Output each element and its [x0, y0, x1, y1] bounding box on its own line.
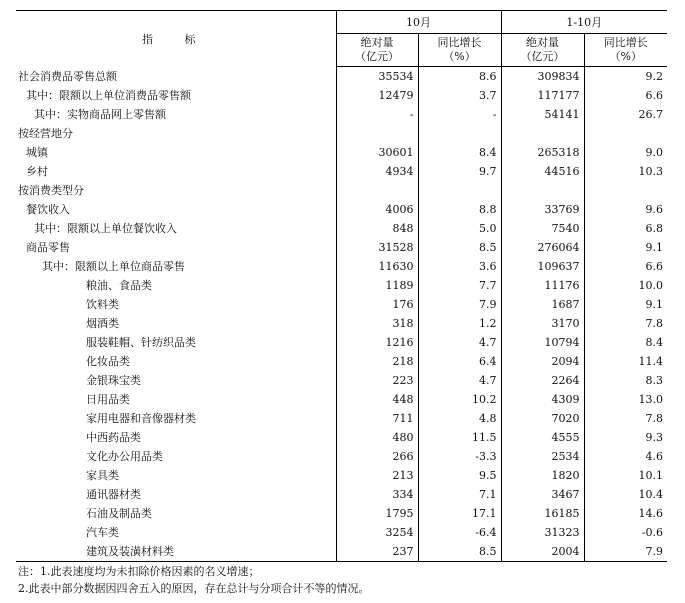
table-row	[16, 447, 667, 466]
ytd-abs-cell: 117177	[501, 86, 584, 105]
ytd-yoy-cell: 7.8	[645, 412, 663, 425]
ytd-yoy-cell: -0.6	[641, 526, 663, 539]
table-row	[16, 409, 667, 428]
ytd-abs-header: 绝对量 （亿元）	[501, 34, 584, 67]
ytd-yoy-cell: 10.1	[638, 469, 663, 482]
table-row	[16, 485, 667, 504]
ytd-yoy-cell: 9.0	[645, 146, 663, 159]
table-row	[16, 181, 667, 200]
row-label: 粮油、食品类	[16, 276, 336, 295]
oct-abs-cell: 4006	[336, 200, 418, 219]
table-row	[16, 67, 667, 87]
ytd-abs-cell: 7020	[501, 409, 584, 428]
ytd-abs-cell: 309834	[501, 67, 584, 87]
oct-yoy-cell: -	[418, 105, 501, 124]
table-row	[16, 86, 667, 105]
table-row	[16, 162, 667, 181]
oct-yoy-cell: -3.3	[418, 447, 501, 466]
table-row	[16, 105, 667, 124]
oct-yoy-cell: 9.5	[418, 466, 501, 485]
table-row	[16, 333, 667, 352]
row-label: 城镇	[16, 143, 336, 162]
table-row	[16, 314, 667, 333]
ytd-yoy-cell: 4.6	[645, 450, 663, 463]
oct-yoy-cell: 5.0	[418, 219, 501, 238]
table-row	[16, 371, 667, 390]
oct-abs-cell: 1795	[336, 504, 418, 523]
oct-abs-cell: 3254	[336, 523, 418, 542]
table-row	[16, 466, 667, 485]
october-group-header: 10月	[336, 11, 501, 34]
oct-yoy-cell: 8.8	[418, 200, 501, 219]
ytd-abs-cell	[501, 124, 584, 143]
ytd-abs-cell: 4309	[501, 390, 584, 409]
oct-abs-cell: 848	[336, 219, 418, 238]
oct-abs-cell: -	[336, 105, 418, 124]
table-row	[16, 124, 667, 143]
ytd-abs-cell: 16185	[501, 504, 584, 523]
oct-abs-cell: 480	[336, 428, 418, 447]
oct-abs-cell: 266	[336, 447, 418, 466]
oct-yoy-cell: 3.6	[418, 257, 501, 276]
row-label: 餐饮收入	[16, 200, 336, 219]
ytd-abs-cell: 11176	[501, 276, 584, 295]
table-row	[16, 219, 667, 238]
row-label: 饮料类	[16, 295, 336, 314]
row-label: 烟酒类	[16, 314, 336, 333]
ytd-abs-cell: 2004	[501, 542, 584, 562]
row-label: 服装鞋帽、针纺织品类	[16, 333, 336, 352]
table-row	[16, 523, 667, 542]
oct-yoy-cell: 8.6	[418, 67, 501, 87]
indicator-header: 指 标	[16, 11, 336, 67]
row-label: 乡村	[16, 162, 336, 181]
oct-abs-cell: 218	[336, 352, 418, 371]
oct-abs-cell: 4934	[336, 162, 418, 181]
row-label: 按经营地分	[16, 124, 336, 143]
ytd-yoy-cell: 10.0	[638, 279, 663, 292]
table-row	[16, 200, 667, 219]
ytd-yoy-cell: 8.4	[645, 336, 663, 349]
oct-abs-cell: 318	[336, 314, 418, 333]
ytd-yoy-cell: 8.3	[645, 374, 663, 387]
oct-abs-cell: 223	[336, 371, 418, 390]
ytd-abs-cell	[501, 181, 584, 200]
ytd-yoy-cell: 9.2	[645, 70, 663, 83]
row-label: 社会消费品零售总额	[16, 67, 336, 87]
ytd-abs-cell: 1687	[501, 295, 584, 314]
oct-yoy-cell: 7.7	[418, 276, 501, 295]
oct-abs-cell: 213	[336, 466, 418, 485]
ytd-abs-cell: 3170	[501, 314, 584, 333]
oct-abs-cell: 11630	[336, 257, 418, 276]
row-label: 文化办公用品类	[16, 447, 336, 466]
ytd-abs-cell: 2094	[501, 352, 584, 371]
oct-abs-header: 绝对量 （亿元）	[336, 34, 418, 67]
row-label: 其中：限额以上单位消费品零售额	[16, 86, 336, 105]
oct-abs-cell: 30601	[336, 143, 418, 162]
ytd-abs-cell: 1820	[501, 466, 584, 485]
row-label: 通讯器材类	[16, 485, 336, 504]
row-label: 按消费类型分	[16, 181, 336, 200]
oct-yoy-cell: 8.5	[418, 542, 501, 562]
ytd-yoy-cell: 13.0	[638, 393, 663, 406]
oct-yoy-cell: 10.2	[418, 390, 501, 409]
oct-abs-cell: 1216	[336, 333, 418, 352]
oct-abs-cell: 31528	[336, 238, 418, 257]
row-label: 商品零售	[16, 238, 336, 257]
row-label: 其中：限额以上单位餐饮收入	[16, 219, 336, 238]
ytd-abs-cell: 44516	[501, 162, 584, 181]
ytd-abs-cell: 2264	[501, 371, 584, 390]
oct-abs-cell: 35534	[336, 67, 418, 87]
table-row	[16, 238, 667, 257]
row-label: 汽车类	[16, 523, 336, 542]
table-header-row-1	[16, 11, 667, 34]
table-row	[16, 542, 667, 562]
oct-abs-cell	[336, 124, 418, 143]
table-row	[16, 504, 667, 523]
ytd-abs-cell: 4555	[501, 428, 584, 447]
ytd-abs-cell: 2534	[501, 447, 584, 466]
oct-abs-cell: 237	[336, 542, 418, 562]
retail-sales-table	[16, 10, 667, 562]
ytd-yoy-cell: 11.4	[638, 355, 663, 368]
ytd-yoy-cell: 6.6	[645, 260, 663, 273]
oct-abs-cell: 12479	[336, 86, 418, 105]
row-label: 中西药品类	[16, 428, 336, 447]
table-row	[16, 143, 667, 162]
ytd-yoy-cell: 7.8	[645, 317, 663, 330]
ytd-yoy-cell: 7.9	[584, 542, 667, 562]
oct-yoy-cell	[418, 124, 501, 143]
ytd-abs-cell: 3467	[501, 485, 584, 504]
ytd-yoy-cell	[584, 181, 667, 200]
oct-yoy-cell: 7.1	[418, 485, 501, 504]
table-row	[16, 295, 667, 314]
ytd-abs-cell: 109637	[501, 257, 584, 276]
ytd-yoy-cell: 9.3	[645, 431, 663, 444]
oct-yoy-cell: 4.8	[418, 409, 501, 428]
ytd-abs-cell: 33769	[501, 200, 584, 219]
oct-abs-cell: 176	[336, 295, 418, 314]
table-row	[16, 276, 667, 295]
row-label: 金银珠宝类	[16, 371, 336, 390]
oct-yoy-cell: 17.1	[418, 504, 501, 523]
table-row	[16, 390, 667, 409]
note-line-2: 2.此表中部分数据因四舍五入的原因，存在总计与分项合计不等的情况。	[18, 582, 370, 595]
row-label: 家具类	[16, 466, 336, 485]
ytd-yoy-cell: 9.6	[645, 203, 663, 216]
row-label: 其中：实物商品网上零售额	[16, 105, 336, 124]
ytd-abs-cell: 54141	[501, 105, 584, 124]
ytd-yoy-cell: 6.6	[645, 89, 663, 102]
row-label: 日用品类	[16, 390, 336, 409]
oct-abs-cell: 1189	[336, 276, 418, 295]
ytd-abs-cell: 7540	[501, 219, 584, 238]
oct-yoy-header: 同比增长 （%）	[418, 34, 501, 67]
table-row	[16, 257, 667, 276]
oct-yoy-cell: 8.4	[418, 143, 501, 162]
ytd-yoy-cell: 14.6	[638, 507, 663, 520]
oct-abs-cell: 334	[336, 485, 418, 504]
ytd-yoy-cell: 10.3	[638, 165, 663, 178]
oct-abs-cell: 711	[336, 409, 418, 428]
table-notes	[18, 563, 370, 597]
table-body	[16, 67, 667, 562]
oct-yoy-cell: 9.7	[418, 162, 501, 181]
ytd-yoy-cell: 6.8	[645, 222, 663, 235]
row-label: 其中：限额以上单位商品零售	[16, 257, 336, 276]
oct-yoy-cell: -6.4	[418, 523, 501, 542]
oct-yoy-cell: 7.9	[418, 295, 501, 314]
note-line-1: 注：1.此表速度均为未扣除价格因素的名义增速；	[18, 565, 260, 578]
table-row	[16, 352, 667, 371]
oct-yoy-cell: 6.4	[418, 352, 501, 371]
oct-abs-cell: 448	[336, 390, 418, 409]
oct-yoy-cell: 4.7	[418, 333, 501, 352]
ytd-yoy-cell: 9.1	[645, 298, 663, 311]
ytd-yoy-cell: 10.4	[638, 488, 663, 501]
row-label: 家用电器和音像器材类	[16, 409, 336, 428]
oct-yoy-cell: 4.7	[418, 371, 501, 390]
row-label: 建筑及装潢材料类	[16, 542, 336, 562]
ytd-abs-cell: 265318	[501, 143, 584, 162]
table-row	[16, 428, 667, 447]
ytd-yoy-cell: 9.1	[645, 241, 663, 254]
oct-yoy-cell: 8.5	[418, 238, 501, 257]
ytd-yoy-cell: 26.7	[638, 108, 663, 121]
ytd-abs-cell: 10794	[501, 333, 584, 352]
oct-abs-cell	[336, 181, 418, 200]
oct-yoy-cell: 3.7	[418, 86, 501, 105]
row-label: 化妆品类	[16, 352, 336, 371]
ytd-yoy-cell	[584, 124, 667, 143]
oct-yoy-cell	[418, 181, 501, 200]
oct-yoy-cell: 1.2	[418, 314, 501, 333]
ytd-group-header: 1-10月	[501, 11, 667, 34]
ytd-abs-cell: 31323	[501, 523, 584, 542]
ytd-yoy-header: 同比增长 （%）	[584, 34, 667, 67]
ytd-abs-cell: 276064	[501, 238, 584, 257]
oct-yoy-cell: 11.5	[418, 428, 501, 447]
row-label: 石油及制品类	[16, 504, 336, 523]
